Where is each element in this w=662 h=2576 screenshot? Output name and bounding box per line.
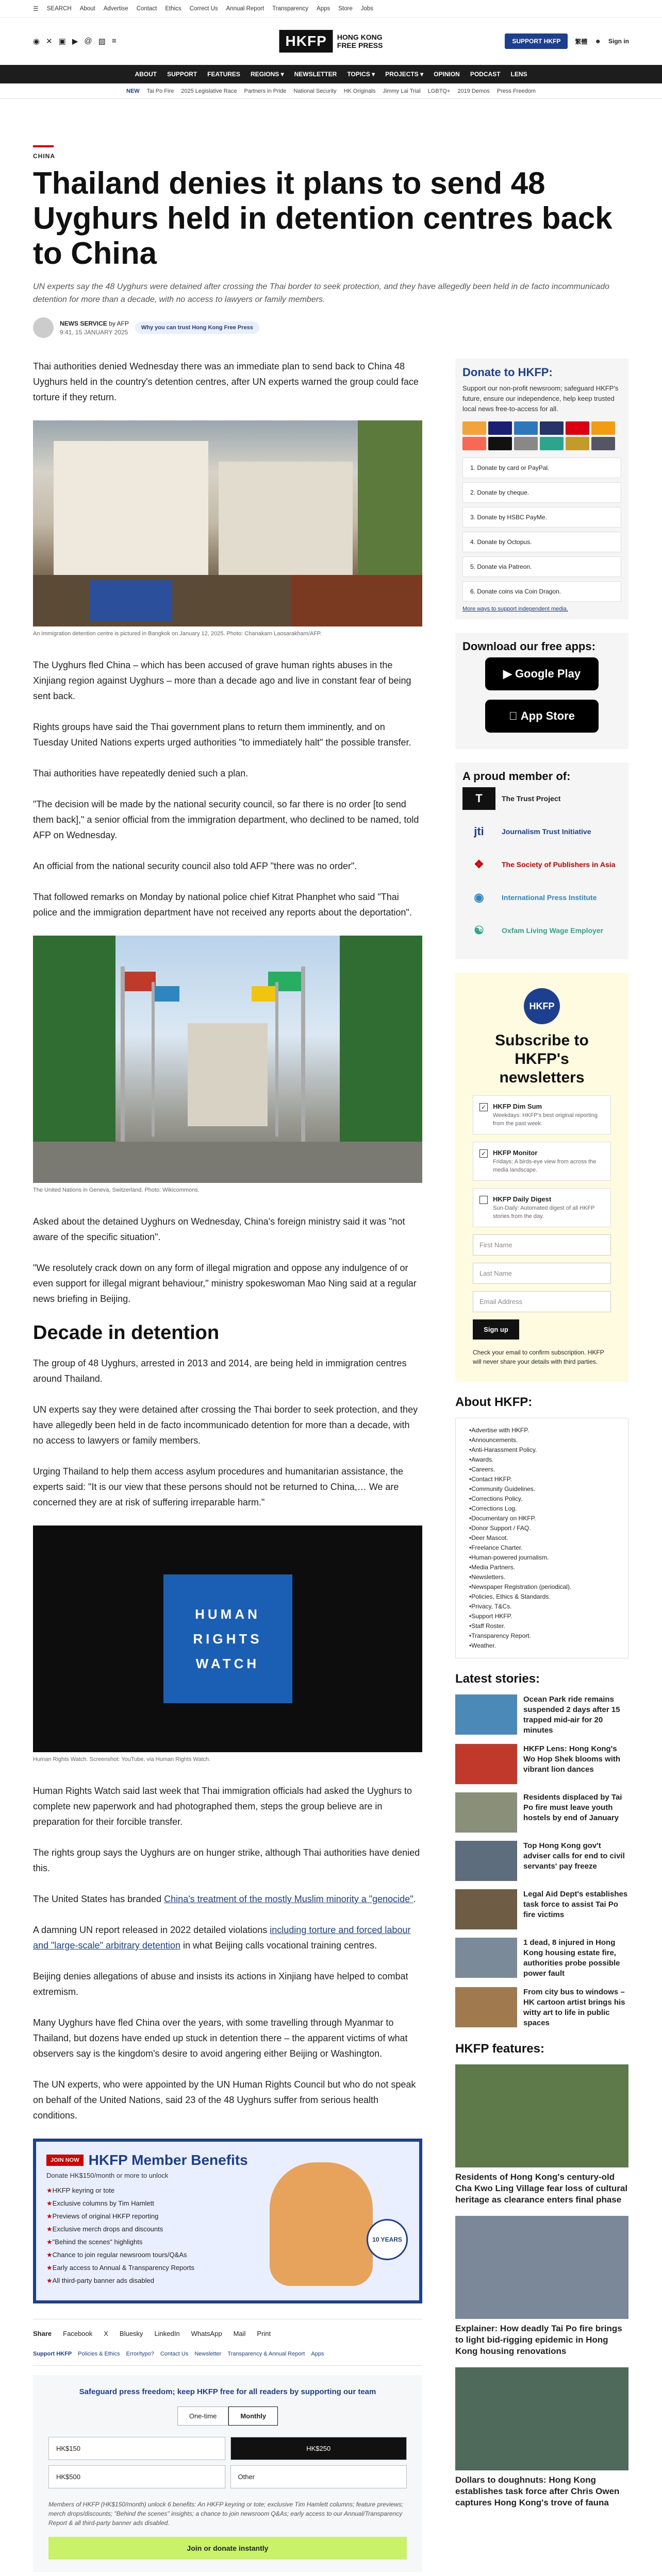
newsletter-desc: Fridays: A birds-eye view from across the media landscape. <box>493 1159 597 1173</box>
nav-item[interactable]: TOPICS ▾ <box>347 71 375 78</box>
flagpole <box>152 982 155 1137</box>
paragraph: Beijing denies allegations of abuse and insists its actions in Xinjiang have helped to combat extremism. <box>33 1971 408 1997</box>
feature-item[interactable] <box>455 2064 628 2206</box>
paragraph: The group of 48 Uyghurs, arrested in 2013 and 2014, are being held in immigration centres around Thailand. <box>33 1358 407 1384</box>
payment-logos <box>462 421 621 450</box>
about-link[interactable]: • Documentary on HKFP. <box>469 1514 615 1523</box>
member-org-name: The Society of Publishers in Asia <box>502 860 616 869</box>
about-link[interactable]: • Freelance Charter. <box>469 1543 615 1553</box>
logo-mark: HKFP <box>279 30 333 53</box>
story-title: Residents displaced by Tai Po fire must leave youth hostels by end of January <box>523 1793 622 1822</box>
about-link[interactable]: • Corrections Policy. <box>469 1494 615 1504</box>
share-facebook[interactable]: Facebook <box>63 2330 93 2337</box>
frequency-toggle <box>48 2406 407 2426</box>
paragraph: That followed remarks on Monday by national police chief Kitrat Phanphet who said "Thai police and the immigration department have not received any reports about the deportation". <box>33 892 412 918</box>
paragraph: Urging Thailand to help them access asylum procedures and humanitarian assistance, the experts said: "It is our view that these persons should not be returned to China,… We are concerned they are at risk of suffering irreparable harm." <box>33 1466 404 1507</box>
amount-option[interactable]: Other <box>230 2465 407 2488</box>
share-whatsapp[interactable]: WhatsApp <box>191 2330 222 2337</box>
hkfp-badge: HKFP <box>524 988 560 1024</box>
paragraph: Many Uyghurs have fled China over the years, with some travelling through Myanmar to Thailand, but dozens have ended up stuck in detention there – the apparent victims of what observers say is the kingdom's desire to avoid angering either Beijing or Washington. <box>33 2018 408 2059</box>
meta-link[interactable]: Contact Us <box>160 2351 189 2357</box>
email-input[interactable]: Email Address <box>473 1291 611 1312</box>
app-store-label: App Store <box>516 709 571 722</box>
checkbox-checked-icon[interactable]: ✓ <box>479 1149 488 1158</box>
applepay-icon <box>488 437 512 450</box>
benefit-item: ★ Early access to Annual & Transparency Reports <box>46 2264 409 2272</box>
share-bar <box>33 2319 422 2351</box>
donate-panel-text: Support our non-profit newsroom; safeguard HKFP's future, ensure our independence, help keep trusted local news free-to-access for all. <box>462 384 619 413</box>
about-link[interactable]: • Transparency Report. <box>469 1631 615 1641</box>
paragraph: An official from the national security council also told AFP "there was no order". <box>33 861 357 871</box>
story-title: From city bus to windows – HK cartoon artist brings his witty art to life in public spaces <box>523 1988 625 2027</box>
about-link[interactable]: • Corrections Log. <box>469 1504 615 1514</box>
story-item[interactable] <box>455 1987 628 2028</box>
share-bluesky[interactable]: Bluesky <box>119 2330 143 2337</box>
article-photo-detention-centre <box>33 420 422 626</box>
nav-item[interactable]: PODCAST <box>470 71 501 78</box>
story-thumbnail <box>455 1694 517 1735</box>
benefit-item: ★ "Behind the scenes" highlights <box>46 2238 409 2246</box>
photo-illustration <box>33 420 422 626</box>
newsletter-name: HKFP Daily Digest <box>493 1195 552 1203</box>
topbar-link[interactable]: Ethics <box>165 5 181 12</box>
about-link[interactable]: • Policies, Ethics & Standards. <box>469 1592 615 1602</box>
share-mail[interactable]: Mail <box>233 2330 246 2337</box>
publish-date: 9:41, 15 JANUARY 2025 <box>60 328 128 336</box>
about-link[interactable]: • Newsletters. <box>469 1572 615 1582</box>
nav-item[interactable]: REGIONS ▾ <box>250 71 284 78</box>
byline-text <box>60 320 129 336</box>
benefit-item: ★ All third-party banner ads disabled <box>46 2277 409 2285</box>
mastercard-icon <box>462 421 486 435</box>
member-org[interactable] <box>462 853 621 876</box>
donate-options <box>462 457 621 602</box>
member-org-name: The Trust Project <box>502 794 561 803</box>
user-icon[interactable]: ☻ <box>594 38 601 45</box>
newsletter-option-text <box>493 1102 604 1128</box>
newsletter-panel <box>455 973 628 1382</box>
about-link[interactable]: • Deer Mascot. <box>469 1533 615 1543</box>
paragraph: "The decision will be made by the national security council, so far there is no order [to send them back]," a senior official from the immigration department, who declined to be named, told AFP on Wednesday. <box>33 799 419 840</box>
newsletter-name: HKFP Monitor <box>493 1149 538 1157</box>
member-org[interactable] <box>462 787 621 810</box>
building-shape <box>54 441 208 585</box>
article-photo-hrw <box>33 1526 422 1752</box>
photo-illustration <box>33 936 422 1183</box>
feature-item[interactable] <box>455 2367 628 2509</box>
googlepay-icon <box>514 437 538 450</box>
member-org-name: International Press Institute <box>502 893 597 902</box>
topbar-link[interactable]: About <box>79 5 95 12</box>
story-item[interactable] <box>455 1841 628 1881</box>
trending-link[interactable]: HK Originals <box>343 88 376 94</box>
topbar-link[interactable]: Transparency <box>272 5 309 12</box>
story-title: Legal Aid Dept's establishes task force to assist Tai Po fire victims <box>523 1890 628 1919</box>
newsletter-option[interactable] <box>473 1142 611 1181</box>
feature-image <box>455 2216 628 2319</box>
topbar-link[interactable]: Advertise <box>103 5 128 12</box>
story-thumbnail <box>455 1889 517 1929</box>
article-photo-un-geneva <box>33 936 422 1183</box>
photo-caption: The United Nations in Geneva, Switzerland. Photo: Wikicommons. <box>33 1187 200 1193</box>
photo-caption: Human Rights Watch. Screenshot: YouTube, via Human Rights Watch. <box>33 1756 211 1762</box>
about-link[interactable]: • Support HKFP. <box>469 1612 615 1621</box>
meta-link[interactable]: Apps <box>311 2351 324 2357</box>
member-org[interactable] <box>462 820 621 843</box>
nav-item[interactable]: PROJECTS ▾ <box>385 71 424 78</box>
sign-in-link[interactable]: Sign in <box>608 38 629 45</box>
gate-panel <box>90 580 172 621</box>
feature-title: Residents of Hong Kong's century-old Cha Kwo Ling Village fear loss of cultural heritage as clearance enters final phase <box>455 2172 628 2205</box>
building-shape <box>219 462 353 585</box>
trending-link[interactable]: 2025 Legislative Race <box>181 88 237 94</box>
trending-link[interactable]: Partners in Pride <box>244 88 287 94</box>
story-item[interactable] <box>455 1694 628 1736</box>
meta-link[interactable]: Policies & Ethics <box>78 2351 120 2357</box>
paypal-icon <box>540 421 564 435</box>
story-thumbnail <box>455 1744 517 1784</box>
about-link[interactable]: • Contact HKFP. <box>469 1475 615 1484</box>
donate-option[interactable]: 2. Donate by cheque. <box>462 482 621 503</box>
hrw-logo-line: RIGHTS <box>193 1631 262 1647</box>
ipi-icon: ◉ <box>474 891 484 904</box>
meta-link[interactable]: Newsletter <box>194 2351 222 2357</box>
benefit-item: ★ Previews of original HKFP reporting <box>46 2212 409 2221</box>
flagpole <box>275 982 278 1137</box>
byline <box>33 317 629 338</box>
visa-icon <box>488 421 512 435</box>
share-print[interactable]: Print <box>257 2330 271 2337</box>
promo-title: HKFP Member Benefits <box>88 2152 248 2168</box>
paragraph-text: The United States has branded <box>33 1894 164 1904</box>
search-link[interactable]: SEARCH <box>46 5 72 12</box>
paragraph: Human Rights Watch said last week that Thai immigration officials had asked the Uyghurs to complete new paperwork and had photographed them, steps the group believe are in preparation for their forcible transfer. <box>33 1786 412 1827</box>
paragraph-text: A damning UN report released in 2022 detailed violations <box>33 1925 270 1935</box>
section-heading: Decade in detention <box>33 1322 220 1344</box>
first-name-input[interactable]: First Name <box>473 1234 611 1256</box>
gate-panel <box>291 575 422 626</box>
threads-icon[interactable]: @ <box>84 37 92 45</box>
article-header <box>0 99 662 338</box>
about-panel <box>455 1395 628 1658</box>
bank-icon <box>591 437 615 450</box>
features-section <box>455 2042 628 2509</box>
story-item[interactable] <box>455 1938 628 1979</box>
instagram-icon[interactable]: ▣ <box>58 37 66 46</box>
top-utility-bar <box>0 0 662 18</box>
feature-title: Explainer: How deadly Tai Po fire brings to light bid-rigging epidemic in Hong Kong housing renovations <box>455 2324 622 2356</box>
hrw-logo <box>163 1574 292 1703</box>
benefit-item: ★ Exclusive columns by Tim Hamlett <box>46 2199 409 2208</box>
donate-heading: Safeguard press freedom; keep HKFP free for all readers by supporting our team <box>79 2387 376 2396</box>
hrw-logo-line: WATCH <box>195 1656 260 1671</box>
cheque-icon <box>540 437 564 450</box>
agency-name: by AFP <box>109 319 129 327</box>
paragraph: The UN experts, who were appointed by the UN Human Rights Council but who do not speak on behalf of the United Nations, said 23 of the 48 Uyghurs suffer from serious health conditions. <box>33 2079 416 2121</box>
newsletter-option[interactable] <box>473 1188 611 1227</box>
main-nav <box>0 65 662 83</box>
trending-bar <box>0 83 662 99</box>
paragraph-text: . <box>413 1894 416 1904</box>
content-wrap <box>0 359 662 2576</box>
about-link[interactable]: • Anti-Harassment Policy. <box>469 1445 615 1455</box>
about-link[interactable]: • Awards. <box>469 1455 615 1465</box>
trending-link[interactable]: 2019 Demos <box>457 88 490 94</box>
topbar-link[interactable]: Apps <box>317 5 330 12</box>
logo-wordmark <box>337 33 383 49</box>
story-thumbnail <box>455 1938 517 1978</box>
paragraph: UN experts say they were detained after crossing the Thai border to seek protection, and they have allegedly been held in de facto incommunicado detention for more than a decade, with no access to lawyers or family members. <box>33 1404 418 1446</box>
youtube-icon[interactable]: ▶ <box>72 37 78 46</box>
paragraph: The rights group says the Uyghurs are on hunger strike, although Thai authorities have denied this. <box>33 1848 420 1873</box>
newsletter-option-text <box>493 1148 604 1174</box>
donate-option[interactable]: 3. Donate by HSBC PayMe. <box>462 507 621 528</box>
about-list <box>455 1418 628 1658</box>
flag <box>125 972 156 991</box>
about-link[interactable]: • Newspaper Registration (periodical). <box>469 1582 615 1592</box>
trust-pill[interactable]: Why you can trust Hong Kong Free Press <box>135 321 259 334</box>
feature-image <box>455 2064 628 2167</box>
share-x[interactable]: X <box>104 2330 108 2337</box>
amex-icon <box>514 421 538 435</box>
donate-panel-title: Donate to HKFP: <box>462 366 553 379</box>
share-label: Share <box>33 2330 52 2337</box>
inline-link[interactable]: including torture and forced labour and "large-scale" arbitrary detention <box>33 1925 411 1951</box>
about-link[interactable]: • Weather. <box>469 1641 615 1651</box>
more-ways-link[interactable]: More ways to support independent media. <box>462 606 568 612</box>
membership-text: Members of HKFP (HK$150/month) unlock 6 benefits: An HKFP keyring or tote; exclusive Tim Hamlett columns; feature previews; merch drops/discounts; "Behind the scenes" insights; a chance to join newsroom Q&As; early access to our Annual/Transparency Report & all third-party banner ads disabled. <box>48 2501 404 2527</box>
header-actions <box>505 33 629 49</box>
article-body <box>33 359 422 2576</box>
sidebar <box>455 359 628 2576</box>
trending-link[interactable]: Tai Po Fire <box>146 88 174 94</box>
google-play-badge[interactable] <box>485 657 599 690</box>
donate-option[interactable]: 4. Donate by Octopus. <box>462 532 621 552</box>
donate-option[interactable]: 1. Donate by card or PayPal. <box>462 457 621 478</box>
join-donate-button[interactable]: Join or donate instantly <box>48 2537 407 2560</box>
flagpole <box>301 967 305 1142</box>
nav-item[interactable]: SUPPORT <box>167 71 197 78</box>
paragraph <box>33 1891 422 1907</box>
benefit-item: ★ Chance to join regular newsroom tours/Q&As <box>46 2251 409 2259</box>
rss-icon[interactable]: ≡ <box>111 37 117 45</box>
coin-icon <box>566 437 589 450</box>
meta-link[interactable]: Support HKFP <box>33 2351 72 2357</box>
amount-option[interactable]: HK$500 <box>48 2465 225 2488</box>
photo-caption: An immigration detention centre is pictured in Bangkok on January 12, 2025. Photo: Chanakarn Laosarakham/AFP. <box>33 631 322 637</box>
sign-up-button[interactable]: Sign up <box>473 1319 519 1340</box>
story-title: Ocean Park ride remains suspended 2 days after 15 trapped mid-air for 20 minutes <box>523 1695 620 1735</box>
paragraph-text: in what Beijing calls vocational training centres. <box>180 1940 377 1951</box>
apps-panel <box>455 633 628 749</box>
member-title: A proud member of: <box>462 770 571 783</box>
anniversary-badge: 10 YEARS <box>367 2219 408 2260</box>
payme-icon <box>566 421 589 435</box>
article-standfirst: UN experts say the 48 Uyghurs were detained after crossing the Thai border to seek protection, and they have allegedly been held in de facto incommunicado detention for more than a decade, with no access to lawyers or family members. <box>33 282 609 304</box>
story-item[interactable] <box>455 1792 628 1833</box>
about-title: About HKFP: <box>455 1395 533 1409</box>
newsletter-title: Subscribe to HKFP's newsletters <box>495 1032 589 1086</box>
newsletter-option[interactable] <box>473 1095 611 1134</box>
checkbox-checked-icon[interactable]: ✓ <box>479 1103 488 1111</box>
flagpole <box>121 967 125 1142</box>
story-thumbnail <box>455 1841 517 1881</box>
paragraph: "We resolutely crack down on any form of illegal migration and oppose any indulgence of or even support for illegal migrant behaviour," ministry spokeswoman Mao Ning said at a regular news briefing in Beijing. <box>33 1263 417 1304</box>
new-label: NEW <box>126 88 140 94</box>
newsletter-name: HKFP Dim Sum <box>493 1103 542 1110</box>
logo-line-2: FREE PRESS <box>337 41 383 49</box>
member-org-name: Journalism Trust Initiative <box>502 827 591 836</box>
nav-item[interactable]: FEATURES <box>207 71 240 78</box>
story-title: Top Hong Kong gov't adviser calls for end to civil servants' pay freeze <box>523 1841 625 1871</box>
checkbox-icon[interactable] <box>479 1196 488 1204</box>
member-benefits-banner[interactable] <box>33 2139 422 2303</box>
about-link[interactable]: • Announcements. <box>469 1435 615 1445</box>
kicker-rule <box>33 145 54 147</box>
oxfam-icon: ☯ <box>474 924 484 937</box>
amount-option-selected[interactable]: HK$250 <box>230 2437 407 2460</box>
benefit-item: ★ Exclusive merch drops and discounts <box>46 2225 409 2233</box>
flag <box>155 986 179 1002</box>
about-link[interactable]: • Media Partners. <box>469 1563 615 1572</box>
donate-option[interactable]: 6. Donate coins via Coin Dragon. <box>462 581 621 602</box>
about-link[interactable]: • Donor Support / FAQ. <box>469 1523 615 1533</box>
trending-link[interactable]: Jimmy Lai Trial <box>383 88 421 94</box>
tree-shape <box>358 420 422 575</box>
google-play-label: Google Play <box>515 667 581 680</box>
meta-link[interactable]: Transparency & Annual Report <box>227 2351 305 2357</box>
newsletter-desc: Sun-Daily: Automated digest of all HKFP stories from the day. <box>493 1205 595 1219</box>
member-org[interactable] <box>462 919 621 942</box>
last-name-input[interactable]: Last Name <box>473 1263 611 1284</box>
newsletter-note: Check your email to confirm subscription. HKFP will never share your details with third parties. <box>473 1349 604 1365</box>
nav-item[interactable]: LENS <box>510 71 527 78</box>
meta-link[interactable]: Error/typo? <box>126 2351 154 2357</box>
site-logo[interactable] <box>279 30 383 53</box>
latest-stories <box>455 1672 628 2028</box>
about-link[interactable]: • Advertise with HKFP. <box>469 1426 615 1435</box>
nav-item[interactable]: ABOUT <box>135 71 157 78</box>
article-title: Thailand denies it plans to send 48 Uyghurs held in detention centres back to China <box>33 166 613 270</box>
donate-option[interactable]: 5. Donate via Patreon. <box>462 556 621 577</box>
sopa-icon: ❖ <box>474 858 484 871</box>
paragraph <box>33 1922 422 1953</box>
trending-link[interactable]: LGBTQ+ <box>427 88 451 94</box>
support-button[interactable]: SUPPORT HKFP <box>505 33 568 49</box>
amount-option[interactable]: HK$150 <box>48 2437 225 2460</box>
monthly-option[interactable]: Monthly <box>228 2406 278 2426</box>
member-org[interactable] <box>462 886 621 909</box>
story-title: 1 dead, 8 injured in Hong Kong housing estate fire, authorities probe possible power fault <box>523 1938 620 1978</box>
paragraph: Thai authorities have repeatedly denied such a plan. <box>33 768 249 778</box>
social-links <box>33 37 117 46</box>
article-meta-links <box>33 2351 422 2366</box>
article-category[interactable]: CHINA <box>33 152 55 160</box>
trending-link[interactable]: National Security <box>293 88 337 94</box>
search-icon[interactable]: ☰ <box>33 5 39 12</box>
member-org-name: Oxfam Living Wage Employer <box>502 926 604 935</box>
deer-mascot-illustration <box>270 2162 373 2286</box>
story-item[interactable] <box>455 1744 628 1784</box>
building-shape <box>188 1023 268 1126</box>
topbar-link[interactable]: Annual Report <box>226 5 264 12</box>
newsletter-option-text <box>493 1195 604 1221</box>
apple-icon <box>513 709 517 722</box>
story-title: HKFP Lens: Hong Kong's Wo Hop Shek blooms with vibrant lion dances <box>523 1744 621 1774</box>
paragraph: Thai authorities denied Wednesday there was an immediate plan to send back to China 48 Uyghurs held in the country's detention centres, after UN experts warned the group could face torture if they return. <box>33 361 419 402</box>
paragraph: Asked about the detained Uyghurs on Wednesday, China's foreign ministry said it was "not aware of the specific situation". <box>33 1216 405 1242</box>
facebook-icon[interactable]: ◉ <box>33 37 40 46</box>
nav-item[interactable]: OPINION <box>434 71 460 78</box>
apps-title: Download our free apps: <box>462 640 595 653</box>
octopus-icon <box>591 421 615 435</box>
linkedin-icon[interactable]: ▧ <box>98 37 106 46</box>
feature-title: Dollars to doughnuts: Hong Kong establishes task force after Chris Owen captures Hong Kong's trove of fauna <box>455 2475 620 2507</box>
logo-line-1: HONG KONG <box>337 33 383 41</box>
author-name[interactable]: NEWS SERVICE <box>60 319 107 327</box>
language-toggle[interactable]: 繁體 <box>575 38 588 45</box>
hrw-logo-line: HUMAN <box>195 1606 260 1622</box>
patreon-icon <box>462 437 486 450</box>
share-linkedin[interactable]: LinkedIn <box>154 2330 180 2337</box>
join-now-badge[interactable]: JOIN NOW <box>46 2155 84 2166</box>
about-link[interactable]: • Careers. <box>469 1465 615 1475</box>
nav-item[interactable]: NEWSLETTER <box>294 71 337 78</box>
donate-panel <box>455 359 628 619</box>
google-play-icon: ▶ <box>503 667 515 680</box>
topbar-link[interactable]: Correct Us <box>189 5 218 12</box>
feature-image <box>455 2367 628 2470</box>
x-icon[interactable]: ✕ <box>46 37 53 46</box>
about-link[interactable]: • Staff Roster. <box>469 1621 615 1631</box>
about-link[interactable]: • Human-powered journalism. <box>469 1553 615 1563</box>
one-time-option[interactable]: One-time <box>177 2406 228 2426</box>
about-link[interactable]: • Privacy, T&Cs. <box>469 1602 615 1612</box>
topbar-link[interactable]: Contact <box>136 5 157 12</box>
benefit-item: ★ HKFP keyring or tote <box>46 2187 409 2195</box>
paragraph: Rights groups have said the Thai government plans to return them imminently, and on Tuesday United Nations experts urged authorities "to immediately halt" the possible transfer. <box>33 722 411 748</box>
newsletter-desc: Weekdays: HKFP's best original reporting from the past week. <box>493 1112 598 1127</box>
promo-subtitle: Donate HK$150/month or more to unlock <box>46 2172 169 2179</box>
feature-item[interactable] <box>455 2216 628 2357</box>
memberships-panel <box>455 762 628 959</box>
inline-link[interactable]: China's treatment of the mostly Muslim minority a "genocide" <box>164 1894 413 1904</box>
donate-widget <box>33 2375 422 2572</box>
trust-project-icon: T <box>462 787 495 810</box>
topbar-link[interactable]: Jobs <box>360 5 374 12</box>
about-link[interactable]: • Community Guidelines. <box>469 1484 615 1494</box>
amount-grid <box>48 2437 407 2488</box>
features-title: HKFP features: <box>455 2042 544 2056</box>
plaza-shape <box>33 1142 422 1183</box>
promo-header <box>46 2152 409 2168</box>
trending-link[interactable]: Press Freedom <box>496 88 536 94</box>
story-item[interactable] <box>455 1889 628 1929</box>
site-header <box>0 18 662 65</box>
story-thumbnail <box>455 1792 517 1833</box>
app-store-badge[interactable] <box>485 700 599 733</box>
author-avatar <box>33 317 54 338</box>
flag <box>252 986 275 1002</box>
jti-icon: jti <box>474 825 484 838</box>
topbar-link[interactable]: Store <box>338 5 353 12</box>
story-thumbnail <box>455 1987 517 2027</box>
latest-title: Latest stories: <box>455 1672 540 1686</box>
paragraph: The Uyghurs fled China – which has been accused of grave human rights abuses in the Xinjiang region against Uyghurs – more than a decade ago and live in constant fear of being sent back. <box>33 660 411 701</box>
